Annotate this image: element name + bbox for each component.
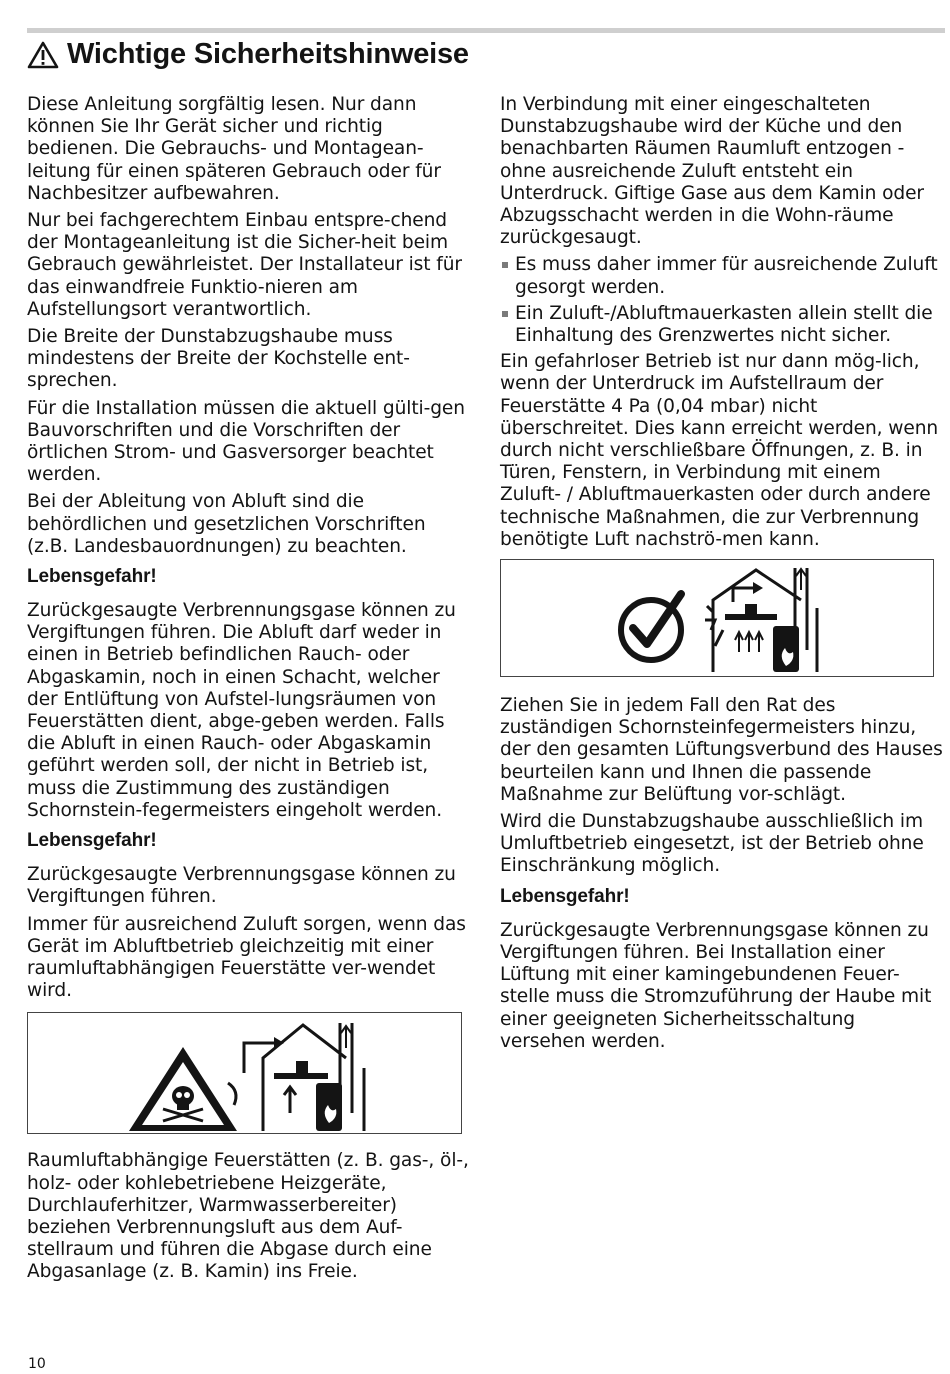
danger-heading: Lebensgefahr! xyxy=(500,885,630,907)
checkmark-icon xyxy=(621,594,681,660)
paragraph: In Verbindung mit einer eingeschalteten Dunstabzugshaube wird der Küche und den benachbarten Räumen Raumluft entzogen - ohne ausreichende Zuluft entsteht ein Unterdruck. Giftige Gase aus dem Kamin oder Abzugsschacht werden in die Wohn-räume zurückgesaugt. xyxy=(500,94,924,249)
list-item xyxy=(500,303,945,347)
skull-warning-icon xyxy=(129,1047,237,1131)
top-rule xyxy=(27,28,945,33)
ventilation-ok-diagram xyxy=(500,559,934,677)
page-title xyxy=(27,38,469,71)
paragraph: Nur bei fachgerechtem Einbau entspre-chend der Montageanleitung ist die Sicher-heit beim Gebrauch gewährleistet. Der Installateur ist für das einwandfreie Funktio-nieren am Aufstellungsort verantwortlich. xyxy=(27,210,462,320)
right-column xyxy=(500,94,945,1058)
bullet-square-icon xyxy=(502,311,508,317)
paragraph: Immer für ausreichend Zuluft sorgen, wenn das Gerät im Abluftbetrieb gleichzeitig mit einer raumluftabhängigen Feuerstätte ver-wendet wird. xyxy=(27,913,466,1002)
list-item-text: Ein Zuluft-/Abluftmauerkasten allein stellt die Einhaltung des Grenzwertes nicht sicher. xyxy=(515,302,933,347)
poison-warning-diagram xyxy=(27,1012,462,1134)
danger-heading: Lebensgefahr! xyxy=(27,830,157,852)
paragraph: Zurückgesaugte Verbrennungsgase können zu Vergiftungen führen. Bei Installation einer Lüftung mit einer kamingebundenen Feuer-stelle muss die Stromzuführung der Haube mit einer geeigneten Sicherheitsschaltung versehen werden. xyxy=(500,919,932,1052)
left-column xyxy=(27,94,472,1289)
paragraph: Zurückgesaugte Verbrennungsgase können zu Vergiftungen führen. xyxy=(27,864,456,908)
list-item-text: Es muss daher immer für ausreichende Zuluft gesorgt werden. xyxy=(515,254,938,298)
paragraph: Ziehen Sie in jedem Fall den Rat des zuständigen Schornsteinfegermeisters hinzu, der den gesamten Lüftungsverbund des Hauses beurteilen kann und Ihnen die passende Maßnahme zur Belüftung vor-schlägt. xyxy=(500,695,943,805)
paragraph: Zurückgesaugte Verbrennungsgase können zu Vergiftungen führen. Die Abluft darf weder in einen in Betrieb befindlichen Rauch- oder Abgaskamin, noch in einen Schacht, welcher der Entlüftung von Aufstel-lungsräumen von Feuerstätten dient, abge-geben werden. Falls die Abluft in einen Rauch- oder Abgaskamin geführt werden soll, der nicht in Betrieb ist, muss die Zustimmung des zuständigen Schornstein-fegermeisters eingeholt werden. xyxy=(27,600,456,821)
bullet-square-icon xyxy=(502,262,508,268)
paragraph: Ein gefahrloser Betrieb ist nur dann mög-lich, wenn der Unterdruck im Aufstellraum der Feuerstätte 4 Pa (0,04 mbar) nicht überschreitet. Dies kann erreicht werden, wenn durch nicht verschließbare Öffnungen, z. B. in Türen, Fenstern, in Verbindung mit einem Zuluft- / Abluftmauerkasten oder durch andere technische Maßnahmen, die zur Verbrennung benötigte Luft nachströ-men kann. xyxy=(500,351,939,550)
paragraph: Raumluftabhängige Feuerstätten (z. B. gas-, öl-, holz- oder kohlebetriebene Heizgeräte, Durchlauferhitzer, Warmwasserbereiter) beziehen Verbrennungsluft aus dem Auf-stellraum und führen die Abgase durch eine Abgasanlage (z. B. Kamin) ins Freie. xyxy=(27,1150,469,1283)
paragraph: Für die Installation müssen die aktuell gülti-gen Bauvorschriften und die Vorschriften der örtlichen Strom- und Gasversorger beachtet werden. xyxy=(27,397,465,486)
page-number: 10 xyxy=(28,1356,46,1372)
warning-triangle-icon xyxy=(27,41,59,69)
danger-heading: Lebensgefahr! xyxy=(27,566,157,588)
paragraph: Diese Anleitung sorgfältig lesen. Nur dann können Sie Ihr Gerät sicher und richtig bedienen. Die Gebrauchs- und Montagean-leitung für einen späteren Gebrauch oder für Nachbesitzer aufbewahren. xyxy=(27,94,441,204)
paragraph: Bei der Ableitung von Abluft sind die behördlichen und gesetzlichen Vorschriften (z.B. Landesbauordnungen) zu beachten. xyxy=(27,491,426,557)
page-title-text: Wichtige Sicherheitshinweise xyxy=(67,38,469,70)
list-item xyxy=(500,254,945,298)
paragraph: Die Breite der Dunstabzugshaube muss mindestens der Breite der Kochstelle ent-sprechen. xyxy=(27,326,410,392)
paragraph: Wird die Dunstabzugshaube ausschließlich im Umluftbetrieb eingesetzt, ist der Betrieb ohne Einschränkung möglich. xyxy=(500,811,924,877)
